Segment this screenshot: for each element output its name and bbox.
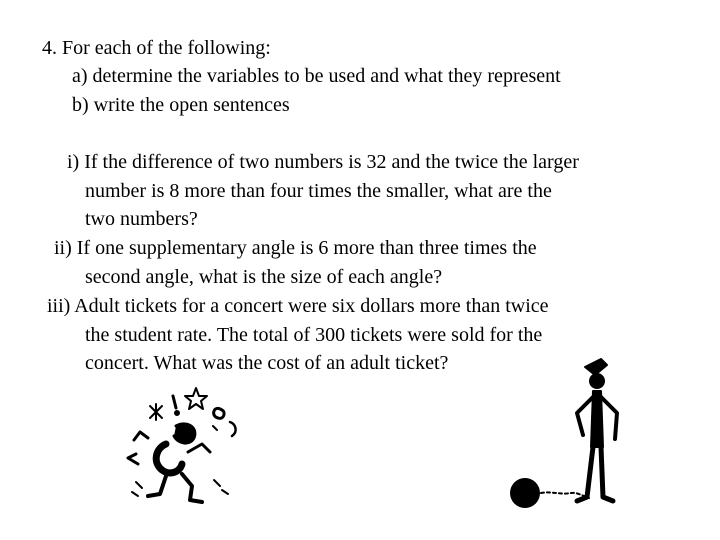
problem-i-line-3: two numbers?	[85, 208, 198, 230]
problem-iii-line-2: the student rate. The total of 300 tickets were sold for the	[85, 324, 543, 346]
question-heading: 4. For each of the following:	[42, 37, 271, 59]
instruction-b: b) write the open sentences	[72, 94, 290, 116]
ball-and-chain-figure-icon	[505, 355, 650, 515]
instruction-a: a) determine the variables to be used and what they represent	[72, 65, 561, 87]
problem-i-line-1: i) If the difference of two numbers is 32 and the twice the larger	[67, 151, 579, 173]
problem-ii-line-2: second angle, what is the size of each angle?	[85, 266, 443, 288]
problem-iii-line-1: iii) Adult tickets for a concert were six dollars more than twice	[47, 295, 549, 317]
problem-iii-line-3: concert. What was the cost of an adult ticket?	[85, 352, 449, 374]
problem-i-line-2: number is 8 more than four times the smaller, what are the	[85, 180, 552, 202]
problem-ii-line-1: ii) If one supplementary angle is 6 more than three times the	[54, 237, 537, 259]
dizzy-figure-icon	[118, 382, 248, 512]
